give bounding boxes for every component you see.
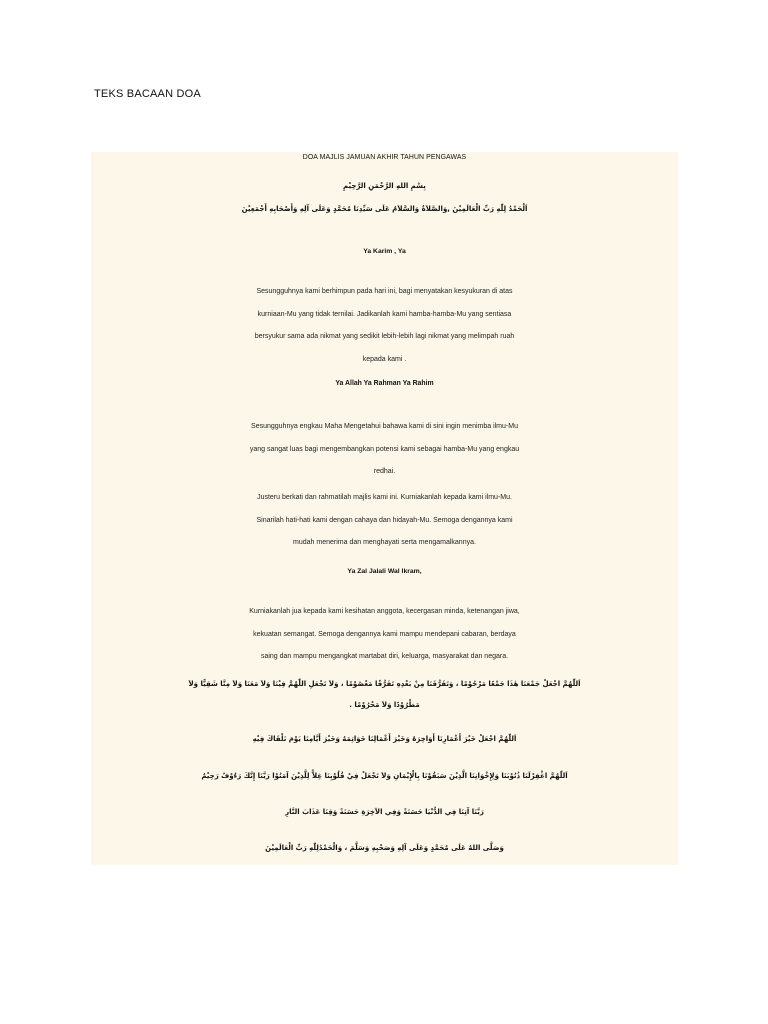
vocative-ya-karim: Ya Karim , Ya xyxy=(363,248,406,255)
hamdalah-text: اَلْحَمْدُ لِلّٰهِ رَبِّ الْعَالَمِيْنَ ,وَالصَّلاَةُ وَالسَّلاَمُ عَلَى سَيِّدِنَا مُحَمَّدٍ وَعَلَى آلِهِ وَأَصْحَابِهِ أَجْمَعِيْنَ xyxy=(241,205,528,213)
paragraph-ilmu xyxy=(91,416,678,484)
paragraph-line: Sesungguhnya kami berhimpun pada hari ini, bagi menyatakan kesyukuran di atas xyxy=(256,288,513,295)
basmalah-text: بِسْمِ اللهِ الرَّحْمَنِ الرَّحِيْمِ xyxy=(343,182,426,190)
paragraph-line: bersyukur sama ada nikmat yang sedikit lebih-lebih lagi nikmat yang melimpah ruah xyxy=(254,333,515,340)
arabic-doa-line-1: اَللّٰهُمَّ اجْعَلْ جَمْعَنَا هٰذَا جَمْعًا مَرْحُوْمًا ، وَتَفَرُّقَنَا مِنْ بَعْدِهِ تَفَرُّقًا مَعْصُوْمًا ، وَلاَ تَجْعَلِ اللّٰهُمَّ فِيْنَا وَلاَ مَعَنَا وَلاَ مِنَّا شَقِيًّا وَلاَ xyxy=(188,680,581,688)
paragraph-line: kepada kami . xyxy=(362,355,407,363)
paragraph-line: mudah menerima dan menghayati serta mengamalkannya. xyxy=(293,539,476,546)
paragraph-line: redhai. xyxy=(373,468,396,475)
arabic-doa-line-5: رَبَّنَا آتِنَا فِي الدُّنْيَا حَسَنَةً وَفِي الآخِرَةِ حَسَنَةً وَقِنَا عَذَابَ النَّارِ xyxy=(285,808,484,816)
paragraph-line: Sesungguhnya engkau Maha Mengetahui bahawa kami di sini ingin menimba ilmu-Mu xyxy=(251,423,518,430)
doa-title: DOA MAJLIS JAMUAN AKHIR TAHUN PENGAWAS xyxy=(302,154,467,161)
paragraph-line: Sinarilah hati-hati kami dengan cahaya dan hidayah-Mu. Semoga dengannya kami xyxy=(256,516,513,524)
arabic-doa-line-3: اَللّٰهُمَّ اجْعَلْ خَيْرَ أَعْمَارِنَا أَوَاخِرَهُ وَخَيْرَ أَعْمَالِنَا خَوَاتِمَهُ وَخَيْرَ أَيَّامِنَا يَوْمَ نَلْقَاكَ فِيْهِ xyxy=(252,735,517,743)
paragraph-line: Kurniakanlah jua kepada kami kesihatan anggota, kecergasan minda, ketenangan jiwa, xyxy=(249,608,520,615)
paragraph-berkati xyxy=(91,487,678,555)
arabic-doa-line-6: وَصَلَّى اللهُ عَلَى مُحَمَّدٍ وَعَلَى آلِهِ وَصَحْبِهِ وَسَلَّمَ ، وَالْحَمْدُلِلّٰهِ رَبِّ الْعَالَمِيْنَ xyxy=(265,844,504,852)
paragraph-line: yang sangat luas bagi mengembangkan potensi kami sebagai hamba-Mu yang engkau xyxy=(249,445,520,453)
document-heading: TEKS BACAAN DOA xyxy=(94,88,201,100)
paragraph-line: kurniaan-Mu yang tidak ternilai. Jadikanlah kami hamba-hamba-Mu yang sentiasa xyxy=(257,310,512,318)
paragraph-line: Justeru berkati dan rahmatilah majlis kami ini. Kurniakanlah kepada kami ilmu-Mu. xyxy=(257,494,512,501)
doa-panel xyxy=(91,152,678,865)
arabic-doa-line-4: اَللّٰهُمَّ اغْفِرْلَنَا ذُنُوْبَنَا وَلِإِخْوَانِنَا الَّذِيْنَ سَبَقُوْنَا بِالْإِيْمَانِ وَلاَ تَجْعَلْ فِيْ قُلُوْبِنَا غِلاًّ لِلَّذِيْنَ آمَنُوْا رَبَّنَا إِنَّكَ رَءُوْفٌ رَحِيْمٌ xyxy=(201,772,568,780)
vocative-ya-zal-jalali: Ya Zal Jalali Wal Ikram, xyxy=(347,568,422,575)
paragraph-line: kekuatan semangat. Semoga dengannya kami mampu mendepani cabaran, berdaya xyxy=(253,630,516,638)
paragraph-kesyukuran xyxy=(91,281,678,371)
arabic-doa-line-2: مَطْرُوْدًا وَلاَ مَحْرُوْمًا . xyxy=(349,701,420,709)
vocative-ya-allah: Ya Allah Ya Rahman Ya Rahim xyxy=(335,380,434,387)
paragraph-line: saing dan mampu mengangkat martabat diri, keluarga, masyarakat dan negara. xyxy=(260,653,509,660)
paragraph-kesihatan xyxy=(91,601,678,669)
